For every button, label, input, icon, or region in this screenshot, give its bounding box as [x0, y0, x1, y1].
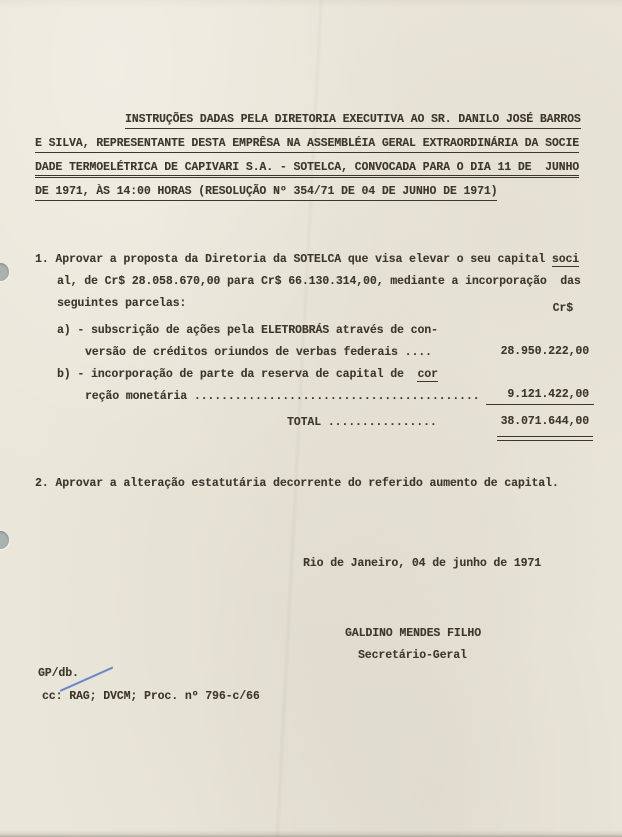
cc-reference-line: cc: RAG; DVCM; Proc. nº 796-c/66 — [42, 690, 260, 703]
typist-initials: GP/db. — [38, 667, 79, 680]
parcel-b-line-1 — [57, 368, 438, 381]
parcel-b-line-2: reção monetária .......................................... — [85, 390, 480, 403]
heading-line-1: INSTRUÇÕES DADAS PELA DIRETORIA EXECUTIVA AO SR. DANILO JOSÉ BARROS — [125, 113, 581, 129]
parcel-b-line-1-hyphen-tail: cor — [417, 368, 438, 381]
parcel-a-line-2: versão de créditos oriundos de verbas federais .... — [85, 346, 432, 359]
item1-line-3: seguintes parcelas: — [57, 297, 187, 310]
heading-line-3: DADE TERMOELÉTRICA DE CAPIVARI S.A. - SOTELCA, CONVOCADA PARA O DIA 11 DE JUNHO — [35, 161, 579, 178]
parcel-b-amount: 9.121.422,00 — [507, 388, 589, 401]
dateline: Rio de Janeiro, 04 de junho de 1971 — [303, 557, 542, 570]
punch-hole-bottom — [0, 531, 9, 549]
subtotal-rule — [486, 404, 594, 405]
total-double-rule — [497, 436, 593, 441]
currency-column-header: Cr$ — [552, 302, 573, 315]
item1-line-2: al, de Cr$ 28.058.670,00 para Cr$ 66.130.314,00, mediante a incorporação das — [57, 275, 581, 288]
heading-line-4: DE 1971, ÀS 14:00 HORAS (RESOLUÇÃO Nº 354/71 DE 04 DE JUNHO DE 1971) — [35, 185, 497, 201]
item1-line-1 — [35, 253, 579, 266]
total-amount: 38.071.644,00 — [500, 415, 589, 428]
parcel-b-line-1-text: b) - incorporação de parte da reserva de capital de — [57, 368, 418, 381]
total-label: TOTAL ................ — [287, 416, 437, 429]
parcel-a-amount: 28.950.222,00 — [500, 345, 589, 358]
parcel-a-line-1: a) - subscrição de ações pela ELETROBRÁS através de con- — [57, 324, 438, 337]
signatory-name: GALDINO MENDES FILHO — [345, 627, 482, 640]
item1-line-1-text: 1. Aprovar a proposta da Diretoria da SOTELCA que visa elevar o seu capital — [35, 253, 552, 266]
item1-line-1-hyphen-tail: soci — [551, 253, 580, 266]
item2-line: 2. Aprovar a alteração estatutária decorrente do referido aumento de capital. — [35, 477, 559, 490]
heading-line-2: E SILVA, REPRESENTANTE DESTA EMPRÊSA NA ASSEMBLÉIA GERAL EXTRAORDINÁRIA DA SOCIE — [35, 137, 579, 153]
signatory-title: Secretário-Geral — [358, 649, 467, 662]
punch-hole-top — [0, 263, 9, 281]
